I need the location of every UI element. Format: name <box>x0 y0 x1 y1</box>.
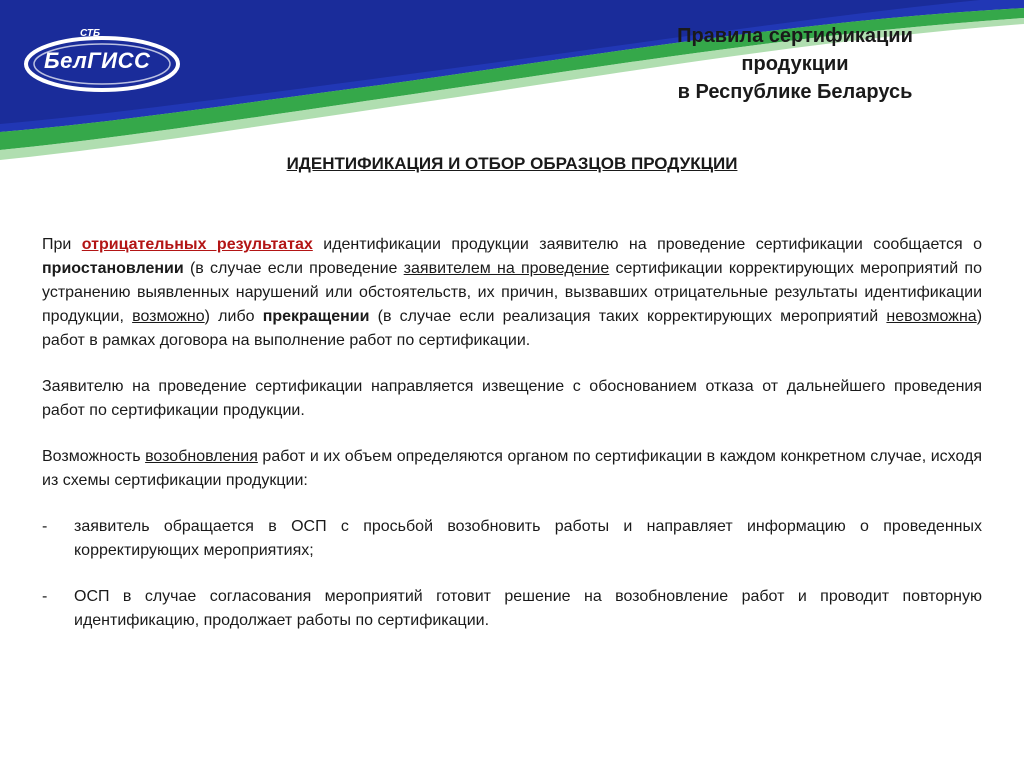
section-heading: ИДЕНТИФИКАЦИЯ И ОТБОР ОБРАЗЦОВ ПРОДУКЦИИ <box>286 154 738 173</box>
text: сертификации корректирующих мероприятий по устранению выявленных нарушений или обстоятельств, их причин, вызвавших отрицательные результаты идентификации продукции, <box>42 260 982 325</box>
text: При <box>42 236 82 253</box>
paragraph-negative-results <box>42 233 982 353</box>
list-item-text: ОСП в случае согласования мероприятий готовит решение на возобновление работ и проводит повторную идентификацию, продолжает работы по сертификации. <box>74 588 982 629</box>
bold-termination: прекращении <box>262 308 370 325</box>
text: ) либо <box>204 308 263 325</box>
paragraph-resumption <box>42 445 982 493</box>
title-line-1: Правила сертификации <box>677 25 913 47</box>
text: работ и их объем определяются органом по сертификации в каждом конкретном случае, исходя из схемы сертификации продукции: <box>42 448 982 489</box>
underline-resumption: возобновления <box>145 448 258 465</box>
highlight-negative-results: отрицательных результатах <box>81 236 313 253</box>
bold-suspension: приостановлении <box>42 260 184 277</box>
logo-text: БелГИСС <box>44 48 151 73</box>
underline-possible: возможно <box>132 308 205 325</box>
slide-title <box>600 22 990 106</box>
text: (в случае если проведение <box>183 260 404 277</box>
list-dash: - <box>42 518 48 535</box>
text: ) работ в рамках договора на выполнение работ по сертификации. <box>42 308 983 349</box>
title-line-3: в Республике Беларусь <box>677 81 913 103</box>
body-content <box>42 233 982 655</box>
list-item <box>42 515 982 563</box>
text: идентификации продукции заявителю на проведение сертификации сообщается о <box>312 236 983 253</box>
underline-applicant: заявителем на проведение <box>403 260 610 277</box>
paragraph-notice: Заявителю на проведение сертификации направляется извещение с обоснованием отказа от дальнейшего проведения работ по сертификации продукции. <box>42 378 982 419</box>
title-line-2: продукции <box>741 53 849 75</box>
text: (в случае если реализация таких корректирующих мероприятий <box>369 308 887 325</box>
underline-impossible: невозможна <box>886 308 977 325</box>
logo-mark-text: СТБ <box>80 28 101 39</box>
text: Возможность <box>42 448 146 465</box>
list-dash: - <box>42 588 48 605</box>
list-item-text: заявитель обращается в ОСП с просьбой возобновить работы и направляет информацию о проведенных корректирующих мероприятиях; <box>74 518 982 559</box>
list-item <box>42 585 982 633</box>
